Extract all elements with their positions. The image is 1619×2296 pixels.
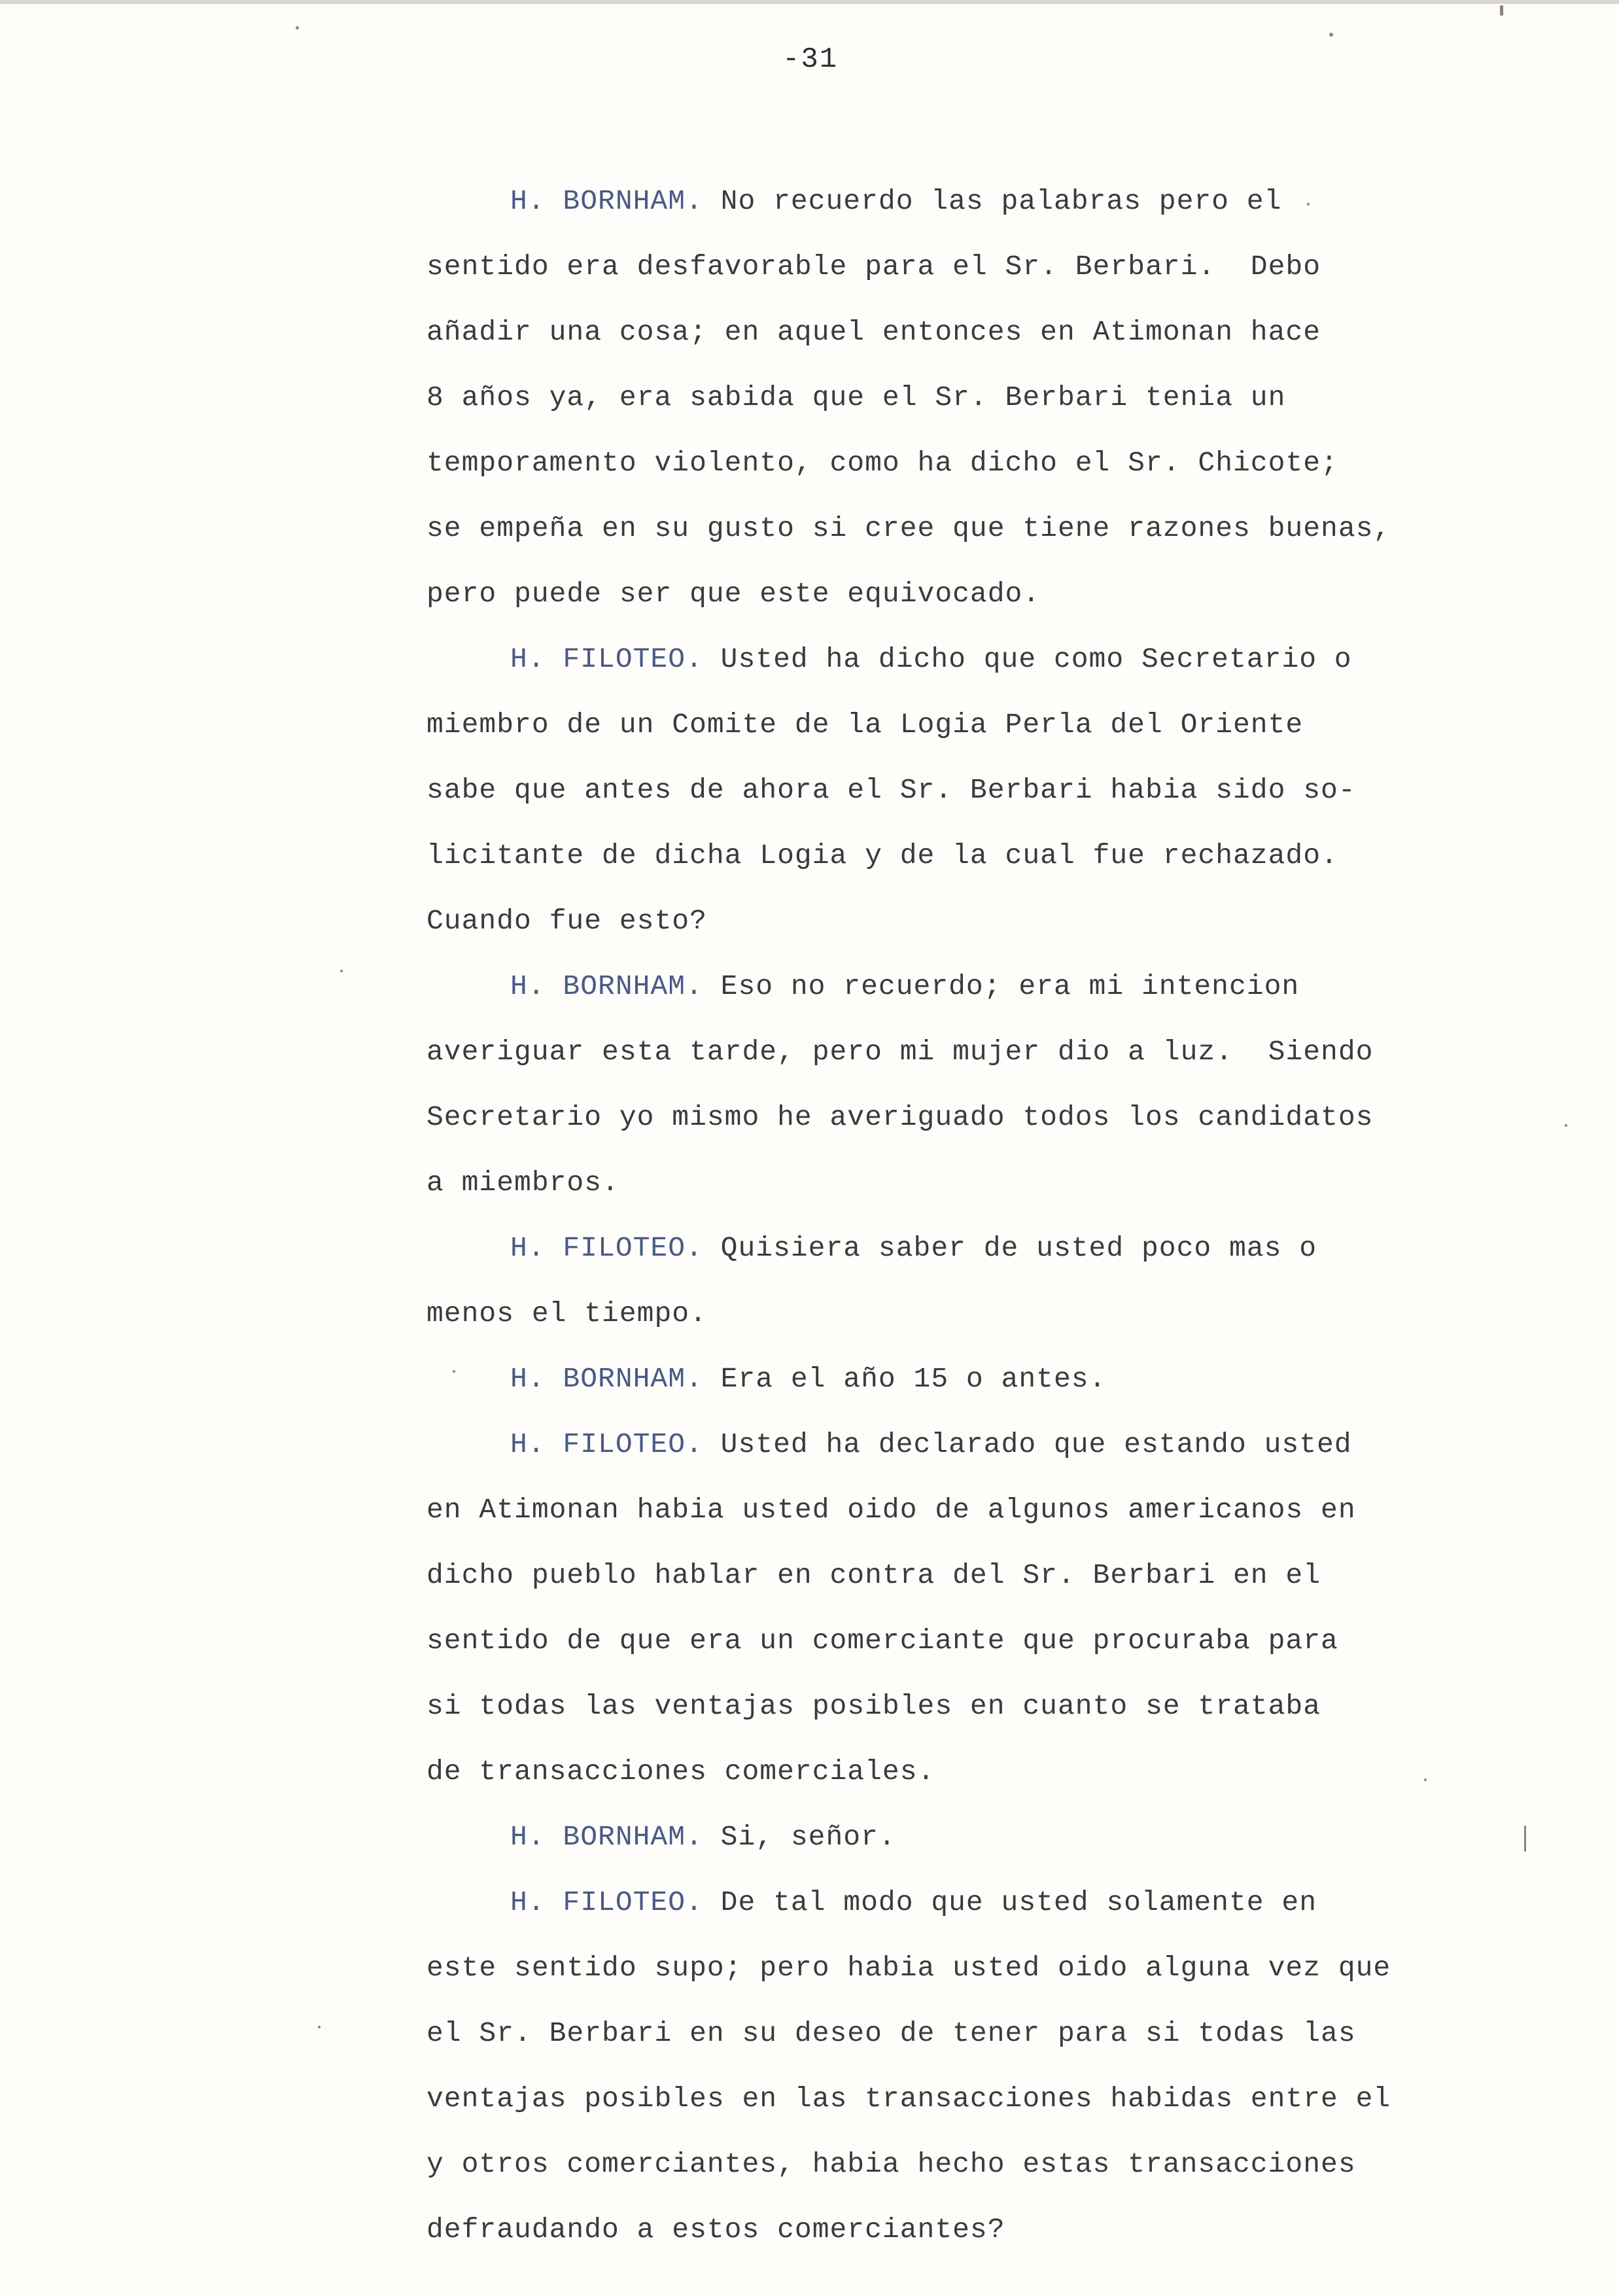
transcript-line xyxy=(427,1805,1368,1870)
transcript-line xyxy=(427,1935,1391,2001)
line-text: pero puede ser que este equivocado. xyxy=(427,578,1041,610)
line-text: de transacciones comerciales. xyxy=(427,1756,935,1788)
line-text: se empeña en su gusto si cree que tiene razones buenas, xyxy=(427,512,1391,544)
transcript-line xyxy=(427,1347,1368,1412)
transcript-line xyxy=(427,561,1368,627)
transcript-line xyxy=(427,1477,1368,1543)
line-text: Quisiera saber de usted poco mas o xyxy=(703,1232,1317,1264)
transcript-line xyxy=(427,954,1368,1019)
speaker-label: H. FILOTEO. xyxy=(510,1428,703,1460)
speaker-label: H. BORNHAM. xyxy=(510,1363,703,1395)
line-text: Usted ha declarado que estando usted xyxy=(703,1428,1352,1460)
transcript-line xyxy=(427,2001,1368,2066)
line-text: sentido era desfavorable para el Sr. Berbari. Debo xyxy=(427,251,1321,283)
scan-speck xyxy=(1329,33,1333,37)
transcript-line xyxy=(427,1216,1368,1281)
line-text: si todas las ventajas posibles en cuanto se trataba xyxy=(427,1690,1321,1722)
transcript-line xyxy=(427,1412,1368,1477)
speaker-label: H. FILOTEO. xyxy=(510,643,703,675)
scan-speck xyxy=(1500,5,1503,16)
line-text: añadir una cosa; en aquel entonces en Atimonan hace xyxy=(427,316,1321,348)
transcript-body xyxy=(427,169,1391,2263)
transcript-line xyxy=(427,2132,1368,2197)
line-text: menos el tiempo. xyxy=(427,1298,707,1330)
line-text: Usted ha dicho que como Secretario o xyxy=(703,643,1352,675)
transcript-line xyxy=(427,823,1368,889)
line-text: temporamento violento, como ha dicho el Sr. Chicote; xyxy=(427,447,1338,479)
line-text: Eso no recuerdo; era mi intencion xyxy=(703,970,1300,1002)
scan-speck xyxy=(1524,1826,1526,1852)
transcript-line xyxy=(427,1674,1368,1739)
transcript-line xyxy=(427,365,1368,431)
scan-speck xyxy=(318,2026,321,2028)
page-number: -31 xyxy=(782,43,839,76)
line-text: averiguar esta tarde, pero mi mujer dio a luz. Siendo xyxy=(427,1036,1374,1068)
line-text: este sentido supo; pero habia usted oido alguna vez que xyxy=(427,1952,1391,1984)
transcript-line xyxy=(427,1085,1374,1150)
scan-speck xyxy=(1424,1778,1427,1781)
transcript-line xyxy=(427,300,1368,365)
line-text: Era el año 15 o antes. xyxy=(703,1363,1107,1395)
line-text: 8 años ya, era sabida que el Sr. Berbari tenia un xyxy=(427,381,1286,414)
line-text: el Sr. Berbari en su deseo de tener para si todas las xyxy=(427,2017,1356,2049)
line-text: Secretario yo mismo he averiguado todos los candidatos xyxy=(427,1101,1374,1133)
line-text: defraudando a estos comerciantes? xyxy=(427,2214,1005,2246)
scan-speck xyxy=(1565,1124,1567,1127)
line-text: Cuando fue esto? xyxy=(427,905,707,937)
transcript-line xyxy=(427,889,1368,954)
line-text: miembro de un Comite de la Logia Perla del Oriente xyxy=(427,709,1304,741)
scan-speck xyxy=(1307,203,1310,205)
transcript-line xyxy=(427,1281,1368,1347)
line-text: De tal modo que usted solamente en xyxy=(703,1886,1317,1918)
transcript-line xyxy=(427,627,1368,692)
speaker-label: H. FILOTEO. xyxy=(510,1232,703,1264)
transcript-line xyxy=(427,496,1391,561)
scan-speck xyxy=(296,26,299,29)
line-text: sabe que antes de ahora el Sr. Berbari habia sido so- xyxy=(427,774,1356,806)
transcript-line xyxy=(427,169,1368,234)
transcript-line xyxy=(427,1870,1368,1935)
transcript-line xyxy=(427,1543,1368,1608)
transcript-line xyxy=(427,1150,1368,1216)
transcript-line xyxy=(427,2197,1368,2263)
scan-speck xyxy=(453,1370,455,1373)
speaker-label: H. BORNHAM. xyxy=(510,185,703,217)
line-text: dicho pueblo hablar en contra del Sr. Berbari en el xyxy=(427,1559,1321,1591)
line-text: No recuerdo las palabras pero el xyxy=(703,185,1282,217)
line-text: sentido de que era un comerciante que procuraba para xyxy=(427,1625,1338,1657)
transcript-line xyxy=(427,692,1368,758)
line-text: a miembros. xyxy=(427,1167,619,1199)
transcript-line xyxy=(427,1019,1374,1085)
transcript-line xyxy=(427,1739,1368,1805)
line-text: Si, señor. xyxy=(703,1821,896,1853)
transcript-line xyxy=(427,758,1368,823)
speaker-label: H. FILOTEO. xyxy=(510,1886,703,1918)
line-text: licitante de dicha Logia y de la cual fue rechazado. xyxy=(427,839,1338,872)
line-text: ventajas posibles en las transacciones habidas entre el xyxy=(427,2083,1391,2115)
line-text: y otros comerciantes, habia hecho estas transacciones xyxy=(427,2148,1356,2180)
transcript-line xyxy=(427,1608,1368,1674)
speaker-label: H. BORNHAM. xyxy=(510,970,703,1002)
scan-speck xyxy=(340,970,343,972)
page-top-edge xyxy=(0,0,1619,4)
transcript-line xyxy=(427,2066,1391,2132)
transcript-line xyxy=(427,431,1368,496)
speaker-label: H. BORNHAM. xyxy=(510,1821,703,1853)
transcript-line xyxy=(427,234,1368,300)
line-text: en Atimonan habia usted oido de algunos americanos en xyxy=(427,1494,1356,1526)
